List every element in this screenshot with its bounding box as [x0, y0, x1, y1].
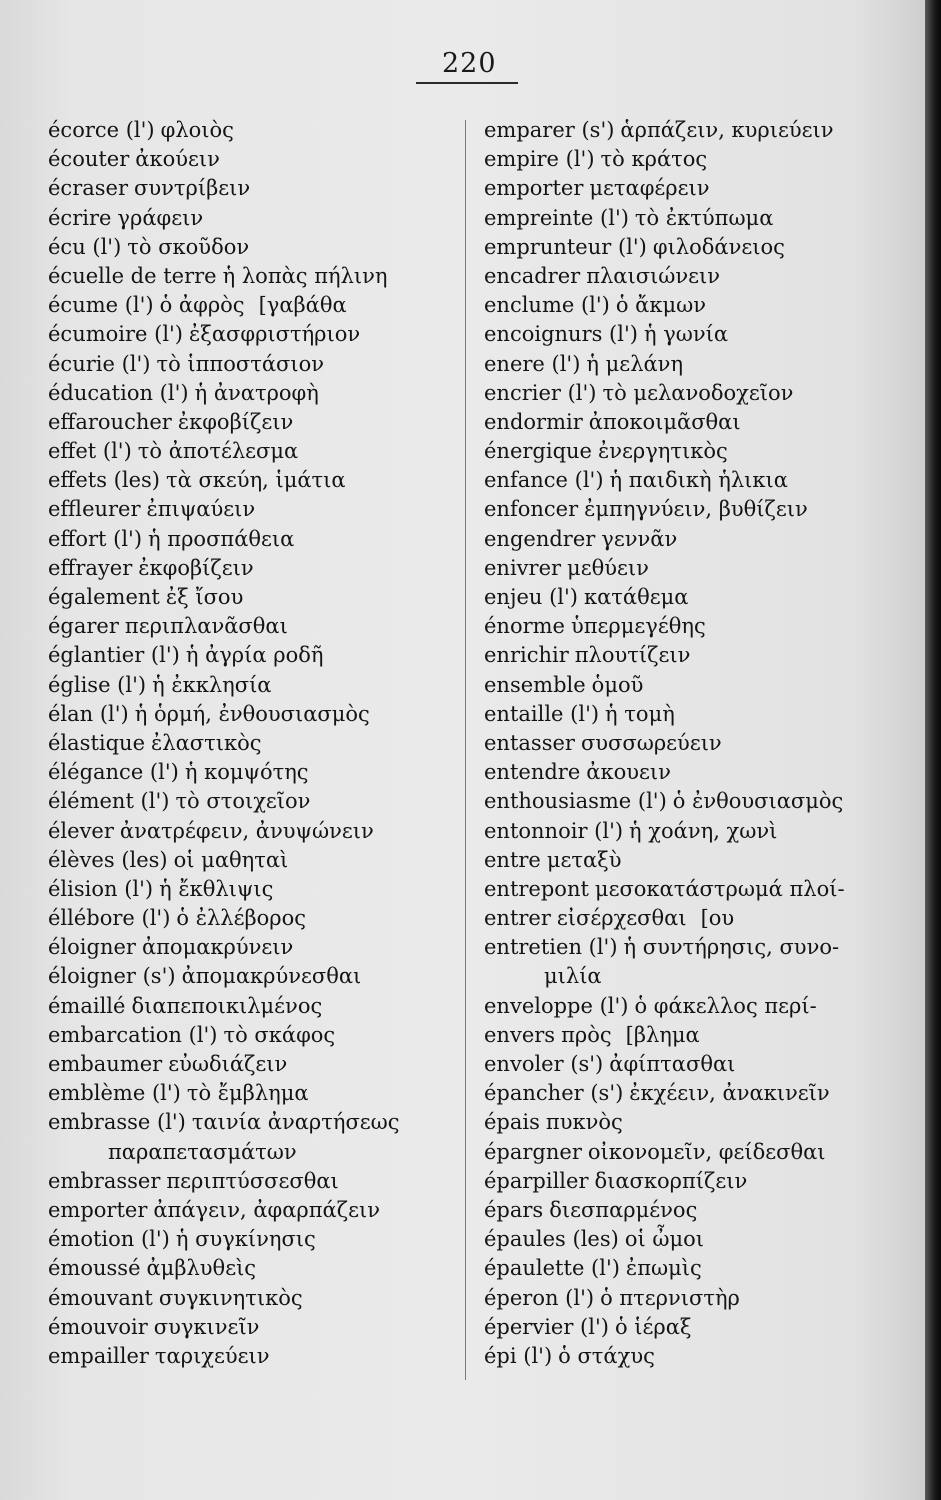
dictionary-entry: [48, 1108, 468, 1137]
dictionary-entry: [48, 1167, 468, 1196]
entry-translation: ἀκουειν: [586, 760, 671, 785]
entry-headword: empreinte (l'): [484, 205, 629, 230]
entry-headword: énergique: [484, 439, 592, 464]
entry-headword: enveloppe (l'): [484, 993, 629, 1018]
entry-translation: μιλία: [544, 964, 602, 989]
dictionary-entry: [484, 1108, 924, 1137]
entry-translation: ἐξασφριστήριον: [189, 322, 361, 347]
entry-headword: élision (l'): [48, 876, 154, 901]
entry-headword: écumoire (l'): [48, 322, 184, 347]
dictionary-entry: [48, 962, 468, 991]
dictionary-entry: [48, 1342, 468, 1371]
entry-headword: effort (l'): [48, 526, 143, 551]
entry-translation: εἰσέρχεσθαι: [556, 906, 687, 931]
left-column: [48, 116, 468, 1371]
entry-translation: ἐπωμὶς: [625, 1256, 702, 1281]
entry-translation: κατάθεμα: [583, 585, 689, 609]
entry-headword: élastique: [48, 730, 145, 755]
entry-translation: ὁμοῦ: [591, 672, 644, 697]
dictionary-entry: [484, 1079, 924, 1108]
entry-headword: éducation (l'): [48, 380, 189, 405]
entry-translation: μεταφέρειν: [589, 176, 710, 201]
entry-headword: endormir: [484, 409, 583, 434]
binding-shadow: [925, 0, 941, 1500]
page-number-rule: [416, 82, 518, 84]
entry-translation: τὸ ἱπποστάσιον: [156, 351, 324, 376]
entry-translation: φλοιὸς: [160, 118, 234, 142]
entry-headword: écrire: [48, 205, 112, 230]
entry-translation: διαπεποικιλμένος: [131, 993, 323, 1018]
dictionary-entry: [48, 437, 468, 466]
entry-headword: épars: [484, 1197, 544, 1222]
entry-headword: entaille (l'): [484, 701, 600, 726]
entry-translation: ἀμβλυθεὶς: [146, 1256, 257, 1281]
entry-headword: entrer: [484, 906, 551, 931]
dictionary-entry: [484, 495, 924, 524]
dictionary-entry: [484, 583, 924, 612]
entry-translation: ἡ ὁρμή, ἐνθουσιασμὸς: [134, 701, 370, 726]
entry-translation: μεθύειν: [567, 555, 649, 580]
page-number: 220: [442, 48, 497, 79]
dictionary-entry: [484, 933, 924, 962]
entry-translation: γεννᾶν: [601, 526, 678, 551]
dictionary-entry: [484, 116, 924, 145]
entry-carryover-note: [ου: [700, 906, 735, 931]
dictionary-entry: [484, 1225, 924, 1254]
dictionary-entry: [48, 291, 468, 320]
entry-translation: ἐλαστικὸς: [151, 730, 262, 755]
entry-translation: ἡ χοάνη, χωνὶ: [629, 818, 778, 843]
dictionary-entry: [48, 1021, 468, 1050]
entry-translation: ὁ πτερνιστὴρ: [600, 1285, 740, 1310]
dictionary-entry: [48, 583, 468, 612]
entry-translation: πρὸς: [561, 1022, 612, 1047]
entry-translation: τὸ ἐκτύπωμα: [634, 205, 774, 230]
entry-headword: épancher (s'): [484, 1081, 624, 1106]
entry-translation: διασκορπίζειν: [594, 1168, 748, 1193]
entry-translation: ἀφίπτασθαι: [609, 1052, 736, 1076]
dictionary-entry: [484, 1254, 924, 1283]
entry-translation: ἀποκοιμᾶσθαι: [588, 409, 741, 434]
entry-headword: émaillé: [48, 993, 126, 1018]
dictionary-entry: [484, 525, 924, 554]
entry-headword: effets (les): [48, 468, 160, 493]
dictionary-entry: [48, 466, 468, 495]
entry-headword: élever: [48, 818, 114, 843]
entry-translation: ἡ προσπάθεια: [148, 526, 295, 551]
entry-headword: embrasser: [48, 1168, 161, 1193]
entry-translation: ὁ ἄκμων: [615, 293, 707, 318]
entry-translation: ὁ στάχυς: [558, 1343, 655, 1368]
dictionary-entry: [48, 116, 468, 145]
dictionary-entry: [48, 1313, 468, 1342]
entry-translation: ὁ φάκελλος περί-: [634, 993, 817, 1018]
dictionary-entry: [484, 787, 924, 816]
dictionary-entry: [48, 350, 468, 379]
entry-headword: épaulette (l'): [484, 1256, 620, 1281]
entry-headword: enrichir: [484, 643, 569, 668]
dictionary-entry: [484, 992, 924, 1021]
dictionary-entry: [484, 1167, 924, 1196]
entry-headword: écu (l'): [48, 234, 122, 259]
entry-headword: entrepont: [484, 876, 589, 901]
entry-headword: entasser: [484, 730, 575, 755]
entry-headword: empailler: [48, 1343, 149, 1368]
entry-translation: ταριχεύειν: [154, 1343, 270, 1368]
entry-translation: ἡ γωνία: [643, 322, 729, 347]
dictionary-entry: [48, 174, 468, 203]
entry-translation: ἡ ἀνατροφὴ: [194, 380, 319, 405]
entry-headword: effleurer: [48, 497, 141, 522]
entry-translation: εὐωδιάζειν: [168, 1052, 288, 1076]
entry-headword: effet (l'): [48, 439, 132, 464]
dictionary-entry: [48, 204, 468, 233]
entry-translation: ὁ ἐνθουσιασμὸς: [672, 789, 844, 814]
entry-headword: enclume (l'): [484, 293, 610, 318]
entry-translation: συγκινητικὸς: [158, 1285, 303, 1310]
dictionary-entry: [484, 904, 924, 933]
entry-headword: énorme: [484, 614, 565, 639]
entry-translation: ἐκχέειν, ἀνακινεῖν: [629, 1081, 830, 1106]
entry-headword: enjeu (l'): [484, 585, 578, 609]
entry-headword: émotion (l'): [48, 1227, 170, 1252]
entry-headword: écouter: [48, 147, 130, 172]
entry-translation: παραπετασμάτων: [108, 1139, 297, 1164]
entry-translation: ἡ μελάνη: [586, 351, 684, 376]
entry-translation: ἐπιψαύειν: [146, 497, 256, 522]
entry-headword: embrasse (l'): [48, 1110, 186, 1135]
entry-translation: συντρίβειν: [134, 176, 251, 201]
entry-carryover-note: [βλημα: [625, 1022, 700, 1047]
dictionary-entry: [48, 1254, 468, 1283]
entry-headword: encrier (l'): [484, 380, 597, 405]
entry-headword: entendre: [484, 760, 581, 785]
dictionary-entry: [484, 379, 924, 408]
entry-headword: ensemble: [484, 672, 586, 697]
dictionary-entry: [48, 379, 468, 408]
entry-translation: τὸ ἔμβλημα: [186, 1081, 309, 1106]
dictionary-entry: [48, 904, 468, 933]
dictionary-entry: [484, 700, 924, 729]
dictionary-entry: [484, 729, 924, 758]
entry-translation: πλαισιώνειν: [586, 263, 721, 288]
entry-carryover-note: [γαβάθα: [258, 293, 347, 318]
dictionary-entry: [48, 700, 468, 729]
dictionary-entry: [48, 1284, 468, 1313]
dictionary-entry: [484, 846, 924, 875]
dictionary-entry: [484, 641, 924, 670]
dictionary-entry: [48, 729, 468, 758]
entry-headword: emporter: [48, 1197, 148, 1222]
entry-headword: élèves (les): [48, 847, 168, 872]
dictionary-entry: [484, 204, 924, 233]
entry-headword: écume (l'): [48, 293, 154, 318]
entry-translation: περιπτύσσεσθαι: [166, 1168, 339, 1193]
entry-translation: ὁ ἀφρὸς: [159, 293, 245, 318]
entry-translation: ὁ ἱέραξ: [614, 1314, 692, 1339]
entry-headword: encadrer: [484, 263, 581, 288]
dictionary-entry: [484, 291, 924, 320]
entry-translation: οἰκονομεῖν, φείδεσθαι: [587, 1139, 826, 1164]
dictionary-entry: [48, 495, 468, 524]
dictionary-entry: [484, 1196, 924, 1225]
entry-translation: ταινία ἀναρτήσεως: [191, 1110, 400, 1135]
dictionary-entry: [484, 350, 924, 379]
dictionary-entry: [484, 466, 924, 495]
entry-translation: ἡ ἐκκλησία: [152, 672, 272, 697]
dictionary-entry: [484, 1138, 924, 1167]
entry-headword: enfance (l'): [484, 468, 604, 493]
entry-headword: église (l'): [48, 672, 147, 697]
dictionary-entry: [48, 875, 468, 904]
dictionary-entry: [48, 817, 468, 846]
dictionary-entry: [484, 875, 924, 904]
entry-headword: épervier (l'): [484, 1314, 609, 1339]
entry-translation: τὸ σκάφος: [223, 1022, 336, 1047]
entry-translation: τὸ ἀποτέλεσμα: [137, 439, 299, 464]
entry-translation: ἡ ἀγρία ροδῆ: [185, 643, 324, 668]
entry-headword: écraser: [48, 176, 128, 201]
dictionary-entry: [484, 262, 924, 291]
entry-translation: ὁ ἐλλέβορος: [176, 906, 307, 931]
dictionary-entry: [484, 1342, 924, 1371]
entry-headword: enivrer: [484, 555, 562, 580]
dictionary-entry: [48, 1225, 468, 1254]
entry-translation: διεσπαρμένος: [549, 1197, 698, 1222]
entry-headword: épargner: [484, 1139, 582, 1164]
entry-translation: φιλοδάνειος: [652, 234, 785, 259]
entry-headword: encoignurs (l'): [484, 322, 638, 347]
entry-translation: μεσοκατάστρωμά πλοί-: [594, 876, 845, 901]
entry-translation: ἡ ἔκθλιψις: [159, 876, 274, 901]
entry-headword: épais: [484, 1110, 540, 1135]
entry-headword: emprunteur (l'): [484, 234, 647, 259]
dictionary-entry: [484, 612, 924, 641]
entry-headword: éloigner (s'): [48, 964, 176, 989]
entry-translation: ἀπάγειν, ἀφαρπάζειν: [153, 1197, 380, 1222]
entry-headword: entretien (l'): [484, 935, 618, 960]
dictionary-entry: [48, 525, 468, 554]
entry-translation: μεταξὺ: [546, 847, 622, 872]
dictionary-entry: [48, 1196, 468, 1225]
entry-headword: également: [48, 585, 160, 609]
dictionary-entry: [48, 992, 468, 1021]
entry-headword: éllébore (l'): [48, 906, 171, 931]
dictionary-entry: [48, 1138, 468, 1167]
entry-translation: ἀκούειν: [135, 147, 220, 172]
entry-translation: τὸ σκοῦδον: [127, 234, 250, 259]
entry-headword: emblème (l'): [48, 1081, 181, 1106]
dictionary-entry: [48, 1079, 468, 1108]
entry-headword: églantier (l'): [48, 643, 180, 668]
entry-translation: ἐκφοβίζειν: [138, 555, 254, 580]
entry-headword: entonnoir (l'): [484, 818, 624, 843]
dictionary-entry: [484, 1021, 924, 1050]
dictionary-entry: [48, 262, 468, 291]
entry-translation: γράφειν: [117, 205, 204, 230]
dictionary-entry: [484, 408, 924, 437]
entry-headword: entre: [484, 847, 541, 872]
entry-translation: ἐμπηγνύειν, βυθίζειν: [584, 497, 808, 522]
entry-headword: envers: [484, 1022, 556, 1047]
entry-translation: ἡ παιδικὴ ἡλικια: [609, 468, 788, 493]
dictionary-entry: [484, 671, 924, 700]
entry-translation: ἐξ ἴσου: [165, 585, 244, 609]
dictionary-entry: [48, 1050, 468, 1079]
entry-headword: émouvant: [48, 1285, 153, 1310]
dictionary-entry: [48, 671, 468, 700]
dictionary-entry: [484, 320, 924, 349]
dictionary-entry: [484, 817, 924, 846]
entry-translation: πυκνὸς: [545, 1110, 623, 1135]
dictionary-entry: [48, 320, 468, 349]
entry-headword: embarcation (l'): [48, 1022, 218, 1047]
entry-headword: élément (l'): [48, 789, 170, 814]
entry-translation: ἀπομακρύνειν: [141, 935, 294, 960]
entry-headword: épaules (les): [484, 1227, 619, 1252]
entry-headword: éperon (l'): [484, 1285, 595, 1310]
entry-headword: éparpiller: [484, 1168, 589, 1193]
entry-translation: ἐκφοβίζειν: [177, 409, 294, 434]
entry-translation: ἁρπάζειν, κυριεύειν: [620, 118, 834, 142]
entry-translation: τὰ σκεύη, ἱμάτια: [165, 468, 346, 493]
entry-headword: enfoncer: [484, 497, 579, 522]
dictionary-entry: [484, 758, 924, 787]
entry-headword: émouvoir: [48, 1314, 148, 1339]
entry-headword: élan (l'): [48, 701, 129, 726]
entry-headword: enere (l'): [484, 351, 581, 376]
entry-translation: οἱ μαθηταὶ: [173, 847, 289, 872]
entry-translation: ἀνατρέφειν, ἀνυψώνειν: [119, 818, 374, 843]
dictionary-entry: [484, 437, 924, 466]
dictionary-entry: [484, 1313, 924, 1342]
entry-translation: τὸ στοιχεῖον: [175, 789, 311, 814]
entry-translation: οἱ ὦμοι: [624, 1227, 705, 1252]
entry-translation: ἡ συγκίνησις: [175, 1227, 316, 1252]
entry-headword: épi (l'): [484, 1343, 553, 1368]
entry-headword: élégance (l'): [48, 760, 179, 785]
dictionary-entry: [48, 758, 468, 787]
entry-translation: περιπλανᾶσθαι: [124, 614, 288, 639]
dictionary-entry: [484, 1050, 924, 1079]
entry-headword: effrayer: [48, 555, 133, 580]
dictionary-entry: [48, 846, 468, 875]
dictionary-entry: [48, 233, 468, 262]
dictionary-entry: [484, 174, 924, 203]
entry-translation: ἡ λοπὰς πήλινη: [222, 263, 388, 288]
dictionary-entry: [48, 933, 468, 962]
dictionary-entry: [48, 612, 468, 641]
entry-headword: effaroucher: [48, 409, 172, 434]
entry-translation: τὸ κράτος: [600, 147, 708, 172]
entry-headword: écuelle de terre: [48, 263, 217, 288]
entry-translation: ἀπομακρύνεσθαι: [181, 964, 362, 989]
entry-headword: éloigner: [48, 935, 136, 960]
entry-headword: empire (l'): [484, 147, 595, 172]
entry-headword: écorce (l'): [48, 118, 155, 142]
dictionary-entry: [48, 145, 468, 174]
dictionary-entry: [48, 408, 468, 437]
dictionary-entry: [484, 1284, 924, 1313]
entry-headword: écurie (l'): [48, 351, 151, 376]
entry-headword: embaumer: [48, 1052, 163, 1076]
entry-headword: emporter: [484, 176, 584, 201]
entry-translation: συσσωρεύειν: [580, 730, 722, 755]
dictionary-entry: [484, 145, 924, 174]
dictionary-entry: [48, 641, 468, 670]
entry-headword: envoler (s'): [484, 1052, 604, 1076]
dictionary-entry: [484, 233, 924, 262]
entry-translation: πλουτίζειν: [574, 643, 691, 668]
entry-translation: ἡ συντήρησις, συνο-: [623, 935, 840, 960]
entry-headword: égarer: [48, 614, 119, 639]
entry-translation: τὸ μελανοδοχεῖον: [602, 380, 794, 405]
entry-headword: engendrer: [484, 526, 596, 551]
entry-translation: ἡ τομὴ: [605, 701, 675, 726]
entry-headword: emparer (s'): [484, 118, 615, 142]
entry-translation: ἡ κομψότης: [184, 760, 309, 785]
dictionary-entry: [484, 962, 924, 991]
entry-headword: enthousiasme (l'): [484, 789, 667, 814]
entry-translation: ὑπερμεγέθης: [570, 614, 706, 639]
right-column: [484, 116, 924, 1371]
entry-translation: συγκινεῖν: [153, 1314, 260, 1339]
entry-translation: ἐνεργητικὸς: [597, 439, 728, 464]
entry-headword: émoussé: [48, 1256, 141, 1281]
dictionary-entry: [48, 554, 468, 583]
dictionary-entry: [484, 554, 924, 583]
dictionary-entry: [48, 787, 468, 816]
